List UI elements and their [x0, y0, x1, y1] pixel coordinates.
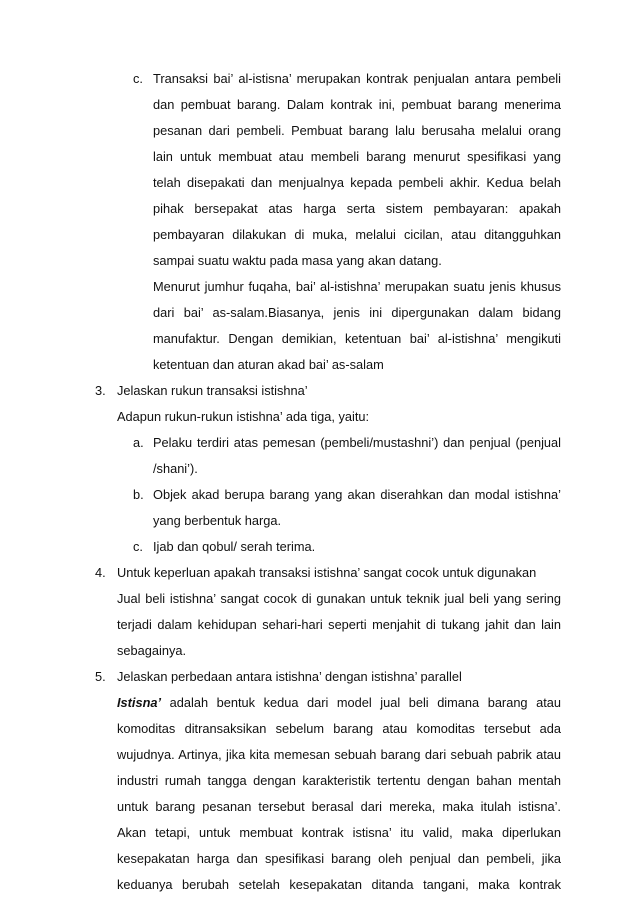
answer-line: Jual beli istishna’ sangat cocok di gunakan untuk teknik jual beli yang sering — [117, 591, 561, 606]
answer-line: untuk barang pesanan tersebut berasal dari mereka, maka itulah istisna’. — [117, 799, 561, 814]
answer-line: komoditas ditransaksikan sebelum barang atau komoditas tersebut ada — [117, 721, 561, 736]
answer-line: wujudnya. Artinya, jika kita memesan sebuah barang dari sebuah pabrik atau — [117, 747, 561, 762]
list-item-line: /shani’). — [153, 461, 198, 476]
question-text: Untuk keperluan apakah transaksi istishna’ sangat cocok untuk digunakan — [117, 565, 537, 580]
paragraph-line: manufaktur. Dengan demikian, ketentuan bai’ al-istishna’ mengikuti — [153, 331, 561, 346]
paragraph-line: Transaksi bai’ al-istisna’ merupakan kontrak penjualan antara pembeli — [153, 71, 561, 86]
list-item-line: yang berbentuk harga. — [153, 513, 282, 528]
paragraph-line: lain untuk membuat atau membeli barang menurut spesifikasi yang — [153, 149, 561, 164]
list-marker: c. — [133, 539, 143, 554]
answer-line: terjadi dalam kehidupan sehari-hari seperti menjahit di tukang jahit dan lain — [117, 617, 561, 632]
answer-line-rest: adalah bentuk kedua dari model jual beli dimana barang atau — [161, 695, 561, 710]
paragraph-line: dari bai’ as-salam.Biasanya, jenis ini dipergunakan dalam bidang — [153, 305, 561, 320]
paragraph-line: telah disepakati dan menjualnya kepada pembeli akhir. Kedua belah — [153, 175, 561, 190]
question-number: 5. — [95, 669, 106, 684]
list-item-line: Ijab dan qobul/ serah terima. — [153, 539, 316, 554]
answer-line: kesepakatan harga dan spesifikasi barang oleh penjual dan pembeli, jika — [117, 851, 561, 866]
answer-line: industri rumah tangga dengan karakteristik tertentu dengan bahan mentah — [117, 773, 561, 788]
question-text: Jelaskan perbedaan antara istishna’ dengan istishna’ parallel — [117, 669, 462, 684]
question-text: Jelaskan rukun transaksi istishna’ — [117, 383, 308, 398]
answer-line — [117, 692, 561, 714]
answer-line: Akan tetapi, untuk membuat kontrak istisna’ itu valid, maka diperlukan — [117, 825, 561, 840]
paragraph-line: ketentuan dan aturan akad bai’ as-salam — [153, 357, 384, 372]
question-number: 4. — [95, 565, 106, 580]
answer-line: keduanya berubah setelah kesepakatan ditanda tangani, maka kontrak — [117, 877, 561, 892]
paragraph-line: pembayaran dilakukan di muka, melalui cicilan, atau ditangguhkan — [153, 227, 561, 242]
paragraph-line: pesanan dari pembeli. Pembuat barang lalu berusaha melalui orang — [153, 123, 561, 138]
paragraph-line: Menurut jumhur fuqaha, bai’ al-istishna’ merupakan suatu jenis khusus — [153, 279, 561, 294]
paragraph-line: sampai suatu waktu pada masa yang akan datang. — [153, 253, 442, 268]
list-item-line: Pelaku terdiri atas pemesan (pembeli/mustashni’) dan penjual (penjual — [153, 435, 561, 450]
answer-intro: Adapun rukun-rukun istishna’ ada tiga, yaitu: — [117, 409, 370, 424]
paragraph-line: pihak bersepakat atas harga serta sistem pembayaran: apakah — [153, 201, 561, 216]
question-number: 3. — [95, 383, 106, 398]
answer-line: sebagainya. — [117, 643, 187, 658]
list-item-line: Objek akad berupa barang yang akan diserahkan dan modal istishna’ — [153, 487, 561, 502]
list-marker: a. — [133, 435, 144, 450]
defined-term: Istisna’ — [117, 695, 162, 710]
list-marker: c. — [133, 71, 143, 86]
paragraph-line: dan pembuat barang. Dalam kontrak ini, pembuat barang menerima — [153, 97, 561, 112]
list-marker: b. — [133, 487, 144, 502]
